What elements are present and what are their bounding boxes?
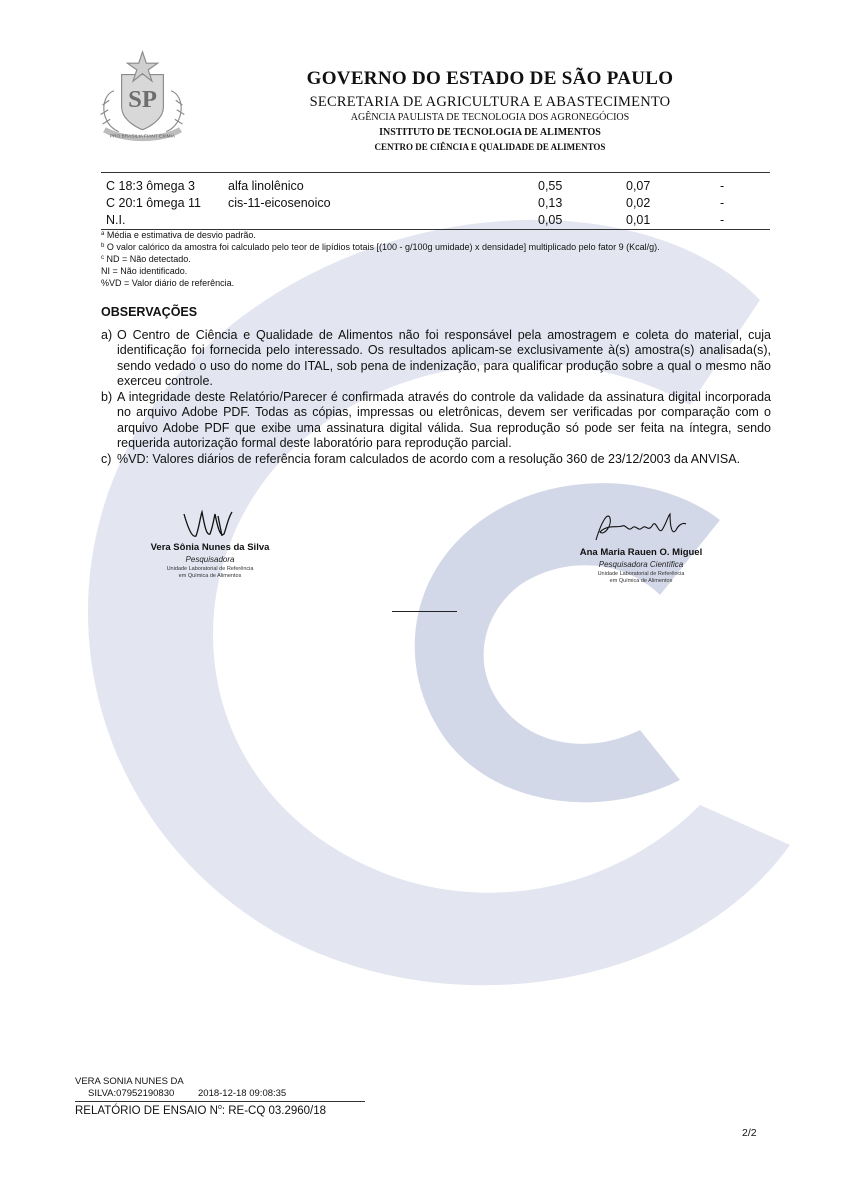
signatory-right-unit: Unidade Laboratorial de Referência <box>597 571 685 577</box>
signatory-left-role: Pesquisadora <box>185 555 235 564</box>
row-sd: 0,07 <box>626 179 651 193</box>
header-instituto: INSTITUTO DE TECNOLOGIA DE ALIMENTOS <box>379 127 601 138</box>
row-code: C 20:1 ômega 11 <box>106 196 201 210</box>
digital-signer-id: SILVA:07952190830 <box>88 1088 175 1099</box>
row-mean: 0,55 <box>538 179 563 193</box>
header-secretaria: SECRETARIA DE AGRICULTURA E ABASTECIMENTO <box>309 94 671 110</box>
footnote-text: Média e estimativa de desvio padrão. <box>104 230 256 240</box>
signatory-left-unit: Unidade Laboratorial de Referência <box>166 566 254 572</box>
observation-item <box>101 328 771 389</box>
footnote-mark: c <box>101 255 104 261</box>
observation-label: a) <box>101 328 113 342</box>
digital-signature-timestamp: 2018-12-18 09:08:35 <box>198 1088 287 1099</box>
row-sd: 0,01 <box>626 213 651 227</box>
report-number <box>75 1104 326 1117</box>
report-sup: o <box>217 1104 222 1111</box>
digital-signer-name: VERA SONIA NUNES DA <box>75 1076 184 1087</box>
footnote-vd: %VD = Valor diário de referência. <box>101 278 235 288</box>
header-agencia: AGÊNCIA PAULISTA DE TECNOLOGIA DOS AGRONEGÓCIOS <box>350 112 630 123</box>
row-vd: - <box>720 213 725 227</box>
observation-item <box>101 390 771 451</box>
handwritten-signature-right <box>588 510 693 544</box>
page-number: 2/2 <box>742 1127 757 1139</box>
header-centro: CENTRO DE CIÊNCIA E QUALIDADE DE ALIMENTOS <box>374 142 606 152</box>
footnote-a <box>101 230 256 241</box>
row-code: C 18:3 ômega 3 <box>106 179 195 193</box>
report-prefix: RELATÓRIO DE ENSAIO N <box>75 1104 218 1117</box>
observation-text: %VD: Valores diários de referência foram calculados de acordo com a resolução 360 de 23/12/2003 da ANVISA. <box>117 452 741 466</box>
sao-paulo-coat-of-arms <box>95 48 190 143</box>
report-code: : RE-CQ 03.2960/18 <box>221 1104 327 1117</box>
row-vd: - <box>720 196 725 210</box>
footnote-mark: a <box>101 231 105 237</box>
row-mean: 0,05 <box>538 213 563 227</box>
handwritten-signature-left <box>180 508 240 542</box>
row-name: alfa linolênico <box>228 179 304 193</box>
signatory-right-unit2: em Química de Alimentos <box>609 578 673 584</box>
observation-text: A integridade deste Relatório/Parecer é confirmada através do controle da validade da assinatura digital incorporada no arquivo Adobe PDF. Todas as cópias, impressas ou eletrônicas, devem ser verificadas por comparação com o arquivo Adobe PDF que exibe uma assinatura digital válida. Sua reprodução só pode ser feita na íntegra, sendo requerida autorização formal deste laboratório para reprodução parcial. <box>117 390 771 450</box>
table-top-rule <box>101 172 770 173</box>
row-code: N.I. <box>106 213 126 227</box>
footnote-ni: NI = Não identificado. <box>101 266 188 276</box>
observation-item <box>101 452 771 467</box>
separator-line <box>392 611 457 612</box>
signatory-left-unit2: em Química de Alimentos <box>178 573 242 579</box>
seal-motto: PRO BRASILIA FIANT EXIMIA <box>109 134 176 140</box>
row-mean: 0,13 <box>538 196 563 210</box>
seal-letters: SP <box>128 85 157 113</box>
footnote-text: ND = Não detectado. <box>104 254 191 264</box>
row-sd: 0,02 <box>626 196 651 210</box>
footnote-text: O valor calórico da amostra foi calculado pelo teor de lipídios totais [(100 - g/100g umidade) x densidade] multiplicado pelo fator 9 (Kcal/g). <box>104 242 660 252</box>
observation-label: b) <box>101 390 113 404</box>
signatory-right-name: Ana Maria Rauen O. Miguel <box>579 547 703 558</box>
observation-text: O Centro de Ciência e Qualidade de Alimentos não foi responsável pela amostragem e coleta do material, cuja identificação foi fornecida pelo interessado. Os resultados aplicam-se exclusivamente à(s) amostra(s) analisada(s), sendo vedado o uso do nome do ITAL, sob pena de indenização, para qualificar produção sobre a qual o mesmo não exerceu controle. <box>117 328 771 388</box>
row-vd: - <box>720 179 725 193</box>
footer-rule <box>75 1101 365 1102</box>
row-name: cis-11-eicosenoico <box>228 196 331 210</box>
footnote-mark: b <box>101 243 105 249</box>
footnote-c <box>101 254 191 265</box>
footnote-b <box>101 242 660 253</box>
observations-title: OBSERVAÇÕES <box>101 305 198 319</box>
header-title: GOVERNO DO ESTADO DE SÃO PAULO <box>306 68 674 89</box>
signatory-right-role: Pesquisadora Científica <box>598 560 684 569</box>
signatory-left-name: Vera Sônia Nunes da Silva <box>150 542 270 553</box>
observation-label: c) <box>101 452 112 466</box>
